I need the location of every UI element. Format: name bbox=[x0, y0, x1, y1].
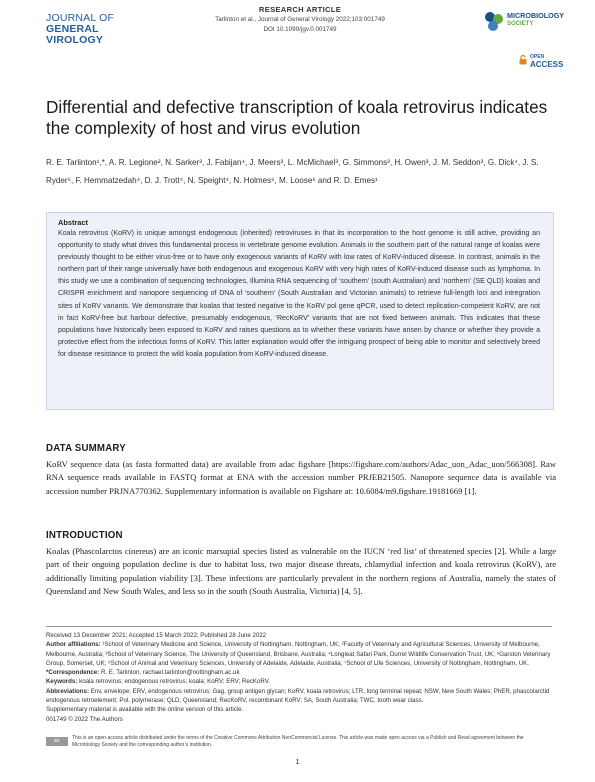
citation-line: Tarlinton et al., Journal of General Virology 2022;103:001749 bbox=[215, 16, 385, 23]
license-row bbox=[46, 735, 556, 753]
abbreviations bbox=[46, 687, 556, 706]
affiliations-text: ¹School of Veterinary Medicine and Science, University of Nottingham, Nottingham, UK; ²Faculty of Veterinary and Agricultural Sciences, University of Melbourne, Melbourne, Australia; ³School of Veterinary Science, The University of Queensland, Brisbane, Australia; ⁴Longleat Safari Park, Durrel Wildlife Conservation Trust, UK; ⁵Garston Veterinary Group, Somerset, UK; ⁶School of Animal and Veterinary Sciences, University of Adelaide, Adelaide, Australia; ⁷School of Life Sciences, University of Nottingham, Nottingham, UK. bbox=[46, 641, 551, 667]
article-header bbox=[175, 5, 425, 35]
correspondence bbox=[46, 668, 556, 677]
introduction-text: Koalas (Phascolarctos cinereus) are an iconic marsupial species listed as vulnerable on the IUCN ‘red list’ of threatened species [2]. While a large part of their ongoing population decline is due to habitat loss, two major disease threats, chlamydial infection and koala retrovirus (KoRV), are additionally limiting population viability [3]. These infections are particularly prevalent in the northern regions of Australia, namely the states of Queensland and New South Wales, and less so in the south (South Australia, Victoria) [4, 5]. bbox=[46, 546, 556, 596]
society-name-line1: MICROBIOLOGY bbox=[507, 11, 565, 20]
journal-name-line2: GENERAL VIROLOGY bbox=[46, 23, 104, 46]
society-name-line2: SOCIETY bbox=[507, 21, 534, 27]
footnotes bbox=[46, 631, 556, 724]
journal-name bbox=[46, 13, 156, 46]
creative-commons-badge-icon[interactable]: cc bbox=[46, 737, 68, 746]
received-dates: Received 13 December 2021; Accepted 15 March 2022; Published 28 June 2022 bbox=[46, 632, 267, 639]
footnote-separator bbox=[46, 626, 552, 627]
open-access-badge bbox=[519, 53, 564, 71]
affiliations-label: Author affiliations: bbox=[46, 641, 101, 649]
keywords-text: koala retrovirus; endogenous retrovirus; koala; KoRV; ERV; RecKoRV. bbox=[79, 678, 270, 686]
correspondence-label: *Correspondence: bbox=[46, 669, 100, 677]
data-summary-text: KoRV sequence data (as fasta formatted data) are available from adac figshare [https://figshare.com/authors/Adac_uon_Adac_uon/566308]. Raw RNA sequence reads available in FASTQ format at ENA with the accession number PRJEB21505. Nanopore sequence data is available via accession number PRJNA770362. Supplementary information is available on Figshare at: 10.6084/m9.figshare.19181669 [1]. bbox=[46, 459, 556, 496]
article-number: 001749 © 2022 The Authors bbox=[46, 715, 123, 723]
society-emblem-icon bbox=[483, 10, 505, 32]
abstract-text: Koala retrovirus (KoRV) is unique amongst endogenous (inherited) retroviruses in that its incorporation to the host genome is still active, providing an opportunity to study what drives this fundamental process in vertebrate genome evolution. Animals in the southern part of the natural range of koalas were previously thought to be either virus-free or to have only exogenous variants of KoRV with low rates of KoRV-induced disease. In contrast, animals in the northern part of their range universally have both endogenous and exogenous KoRV with very high rates of KoRV-induced disease such as lymphoma. In this study we use a combination of sequencing technologies, Illumina RNA sequencing of ‘southern’ (south Australian) and ‘northern’ (SE QLD) koalas and CRISPR enrichment and nanopore sequencing of DNA of ‘southern’ (South Australian and Victorian animals) to retrieve full-length loci and intregration sites of KoRV variants. We demonstrate that koalas that tested negative to the KoRV pol gene qPCR, used to detect replication-competent KoRV, are not in fact KoRV-free but harbour defective, presumably endogenous, ‘RecKoRV’ variants that are not fixed between animals. This indicates that these populations have historically been exposed to KoRV and raises questions as to whether these variants have arisen by chance or whether they provide a protective effect from the infectious forms of KoRV. This latter explanation would offer the intriguing prospect of being able to monitor and selectively breed for disease resistance to protect the wild koala population from KoRV-induced disease. bbox=[58, 230, 540, 358]
abbreviations-label: Abbreviations: bbox=[46, 687, 89, 695]
page-number: 1 bbox=[295, 757, 300, 766]
abbreviations-text: Env, envelope; ERV, endogenous retrovirus; Gag, group antigen glycan; KoRV, koala retrovirus; LTR, long terminal repeat; NSW, New South Wales; PhER, phascolarctid endogenous retroelement; Pol, polymerase; QLD, Queensland; RecKoRV, recombinant KoRV; SA, South Australia; TWC, tooth wear class. bbox=[46, 687, 550, 705]
keywords bbox=[46, 677, 556, 686]
open-access-top: OPEN bbox=[530, 54, 545, 60]
article-title: Differential and defective transcription of koala retrovirus indicates the complexity of host and virus evolution bbox=[46, 97, 548, 138]
article-kind: RESEARCH ARTICLE bbox=[258, 5, 342, 14]
author-list: R. E. Tarlinton¹,*, A. R. Legione², N. Sarker³, J. Fabijan⁴, J. Meers³, L. McMichael³, G. Simmons³, H. Owen³, J. M. Seddon³, G. Dick⁴, J. S. Ryder⁵, F. Hemmatzedah⁴, D. J. Trott⁴, N. Speight⁴, N. Holmes⁶, M. Loose⁶ and R. D. Emes¹ bbox=[46, 158, 539, 185]
license-text: This is an open-access article distributed under the terms of the Creative Commons Attribution NonCommercial License. This article was made open access via a Publish and Read agreement between the Microbiology Society and the corresponding author’s institution. bbox=[72, 735, 524, 748]
correspondence-text[interactable]: R. E. Tarlinton, rachael.tarlinton@nottingham.ac.uk bbox=[100, 669, 240, 677]
abstract-heading: Abstract bbox=[58, 218, 88, 227]
keywords-label: Keywords: bbox=[46, 678, 78, 686]
doi-line[interactable]: DOI 10.1099/jgv.0.001749 bbox=[263, 26, 337, 33]
introduction-heading: INTRODUCTION bbox=[46, 530, 123, 541]
open-lock-icon bbox=[519, 55, 527, 65]
data-summary-heading: DATA SUMMARY bbox=[46, 443, 126, 454]
journal-name-line1: JOURNAL OF bbox=[46, 12, 115, 24]
affiliations bbox=[46, 640, 556, 668]
microbiology-society-logo bbox=[483, 8, 565, 38]
open-access-bottom: ACCESS bbox=[530, 60, 564, 69]
supplementary-note: Supplementary material is available with the online version of this article. bbox=[46, 706, 244, 714]
